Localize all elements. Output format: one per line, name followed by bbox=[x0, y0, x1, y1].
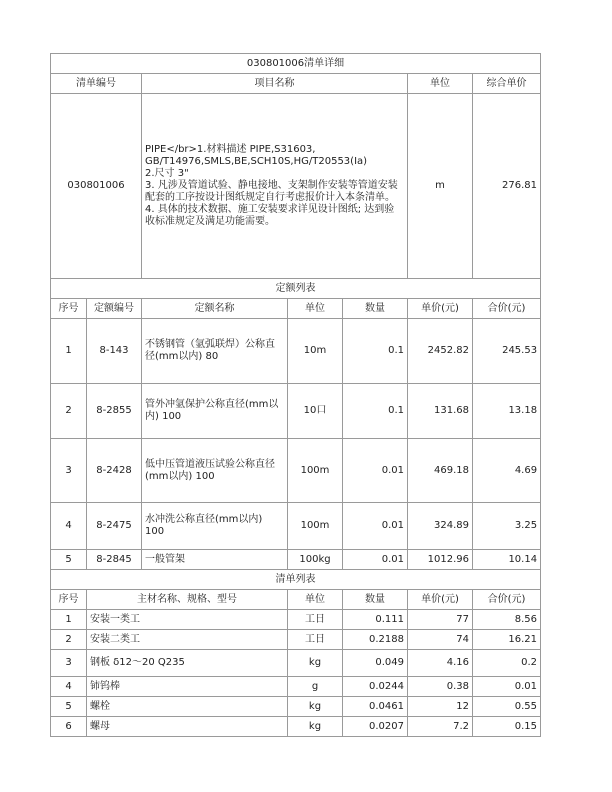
quota-unit: 10口 bbox=[288, 384, 343, 439]
bill-detail-sheet bbox=[50, 53, 540, 737]
header-unit: 单位 bbox=[408, 74, 473, 94]
materials-header-name: 主材名称、规格、型号 bbox=[87, 590, 288, 610]
quota-unit: 100m bbox=[288, 439, 343, 503]
material-qty: 0.111 bbox=[343, 610, 408, 630]
material-qty: 0.0461 bbox=[343, 697, 408, 717]
material-qty: 0.049 bbox=[343, 650, 408, 677]
material-name: 螺栓 bbox=[87, 697, 288, 717]
material-no: 4 bbox=[51, 677, 87, 697]
quota-total: 13.18 bbox=[473, 384, 541, 439]
quota-name: 低中压管道液压试验公称直径(mm以内) 100 bbox=[142, 439, 288, 503]
quota-total: 10.14 bbox=[473, 550, 541, 570]
quota-code: 8-2845 bbox=[87, 550, 142, 570]
material-no: 5 bbox=[51, 697, 87, 717]
quota-code: 8-2428 bbox=[87, 439, 142, 503]
material-price: 12 bbox=[408, 697, 473, 717]
material-price: 7.2 bbox=[408, 717, 473, 737]
sheet-title: 030801006清单详细 bbox=[51, 54, 541, 74]
table-row bbox=[51, 319, 541, 384]
materials-header-no: 序号 bbox=[51, 590, 87, 610]
quota-name: 管外冲氩保护公称直径(mm以内) 100 bbox=[142, 384, 288, 439]
bill-unit: m bbox=[408, 94, 473, 279]
quota-header-unit: 单位 bbox=[288, 299, 343, 319]
quota-unit: 10m bbox=[288, 319, 343, 384]
quota-code: 8-2855 bbox=[87, 384, 142, 439]
quota-header-no: 序号 bbox=[51, 299, 87, 319]
material-total: 0.2 bbox=[473, 650, 541, 677]
quota-qty: 0.1 bbox=[343, 319, 408, 384]
quota-no: 1 bbox=[51, 319, 87, 384]
quota-table bbox=[50, 278, 541, 570]
quota-qty: 0.01 bbox=[343, 550, 408, 570]
material-name: 钢板 δ12～20 Q235 bbox=[87, 650, 288, 677]
material-total: 16.21 bbox=[473, 630, 541, 650]
summary-table bbox=[50, 53, 541, 279]
table-row bbox=[51, 384, 541, 439]
quota-unit: 100kg bbox=[288, 550, 343, 570]
quota-no: 4 bbox=[51, 503, 87, 550]
material-price: 4.16 bbox=[408, 650, 473, 677]
table-row bbox=[51, 439, 541, 503]
material-no: 3 bbox=[51, 650, 87, 677]
material-qty: 0.0244 bbox=[343, 677, 408, 697]
material-unit: kg bbox=[288, 697, 343, 717]
quota-header-price: 单价(元) bbox=[408, 299, 473, 319]
materials-header-total: 合价(元) bbox=[473, 590, 541, 610]
materials-header-price: 单价(元) bbox=[408, 590, 473, 610]
quota-price: 131.68 bbox=[408, 384, 473, 439]
quota-name: 一般管架 bbox=[142, 550, 288, 570]
quota-price: 1012.96 bbox=[408, 550, 473, 570]
material-price: 0.38 bbox=[408, 677, 473, 697]
quota-name: 水冲洗公称直径(mm以内) 100 bbox=[142, 503, 288, 550]
materials-section-title: 清单列表 bbox=[51, 570, 541, 590]
material-no: 2 bbox=[51, 630, 87, 650]
quota-name: 不锈钢管（氩弧联焊）公称直径(mm以内) 80 bbox=[142, 319, 288, 384]
quota-total: 245.53 bbox=[473, 319, 541, 384]
quota-total: 3.25 bbox=[473, 503, 541, 550]
header-code: 清单编号 bbox=[51, 74, 142, 94]
quota-total: 4.69 bbox=[473, 439, 541, 503]
table-row bbox=[51, 610, 541, 630]
material-unit: g bbox=[288, 677, 343, 697]
bill-code: 030801006 bbox=[51, 94, 142, 279]
material-total: 8.56 bbox=[473, 610, 541, 630]
quota-header-total: 合价(元) bbox=[473, 299, 541, 319]
material-unit: 工日 bbox=[288, 610, 343, 630]
material-name: 安装一类工 bbox=[87, 610, 288, 630]
quota-header-code: 定额编号 bbox=[87, 299, 142, 319]
table-row bbox=[51, 630, 541, 650]
header-composite-price: 综合单价 bbox=[473, 74, 541, 94]
material-name: 螺母 bbox=[87, 717, 288, 737]
table-row bbox=[51, 697, 541, 717]
quota-qty: 0.01 bbox=[343, 503, 408, 550]
quota-header-qty: 数量 bbox=[343, 299, 408, 319]
item-description: PIPE</br>1.材料描述 PIPE,S31603, GB/T14976,SMLS,BE,SCH10S,HG/T20553(Ia) 2.尺寸 3" 3. 凡涉及管道试验、静电接地、支架制作安装等管道安装配套的工序按设计图纸规定自行考虑报价计入本条清单。 4. 具体的技术数据、施工安装要求详见设计图纸; 达到验收标准规定及满足功能需要。 bbox=[142, 94, 408, 279]
table-row bbox=[51, 550, 541, 570]
table-row bbox=[51, 677, 541, 697]
quota-header-name: 定额名称 bbox=[142, 299, 288, 319]
header-item-name: 项目名称 bbox=[142, 74, 408, 94]
quota-price: 2452.82 bbox=[408, 319, 473, 384]
quota-no: 3 bbox=[51, 439, 87, 503]
materials-table bbox=[50, 569, 541, 737]
material-total: 0.01 bbox=[473, 677, 541, 697]
material-unit: kg bbox=[288, 717, 343, 737]
quota-qty: 0.01 bbox=[343, 439, 408, 503]
quota-section-title: 定额列表 bbox=[51, 279, 541, 299]
material-no: 6 bbox=[51, 717, 87, 737]
quota-code: 8-143 bbox=[87, 319, 142, 384]
material-total: 0.15 bbox=[473, 717, 541, 737]
materials-header-qty: 数量 bbox=[343, 590, 408, 610]
table-row bbox=[51, 650, 541, 677]
material-price: 77 bbox=[408, 610, 473, 630]
material-price: 74 bbox=[408, 630, 473, 650]
material-no: 1 bbox=[51, 610, 87, 630]
material-name: 安装二类工 bbox=[87, 630, 288, 650]
quota-price: 324.89 bbox=[408, 503, 473, 550]
material-unit: 工日 bbox=[288, 630, 343, 650]
material-unit: kg bbox=[288, 650, 343, 677]
material-total: 0.55 bbox=[473, 697, 541, 717]
materials-header-unit: 单位 bbox=[288, 590, 343, 610]
quota-price: 469.18 bbox=[408, 439, 473, 503]
composite-price: 276.81 bbox=[473, 94, 541, 279]
quota-code: 8-2475 bbox=[87, 503, 142, 550]
material-name: 铈钨棒 bbox=[87, 677, 288, 697]
quota-qty: 0.1 bbox=[343, 384, 408, 439]
material-qty: 0.2188 bbox=[343, 630, 408, 650]
table-row bbox=[51, 503, 541, 550]
quota-no: 5 bbox=[51, 550, 87, 570]
quota-unit: 100m bbox=[288, 503, 343, 550]
table-row bbox=[51, 717, 541, 737]
quota-no: 2 bbox=[51, 384, 87, 439]
material-qty: 0.0207 bbox=[343, 717, 408, 737]
